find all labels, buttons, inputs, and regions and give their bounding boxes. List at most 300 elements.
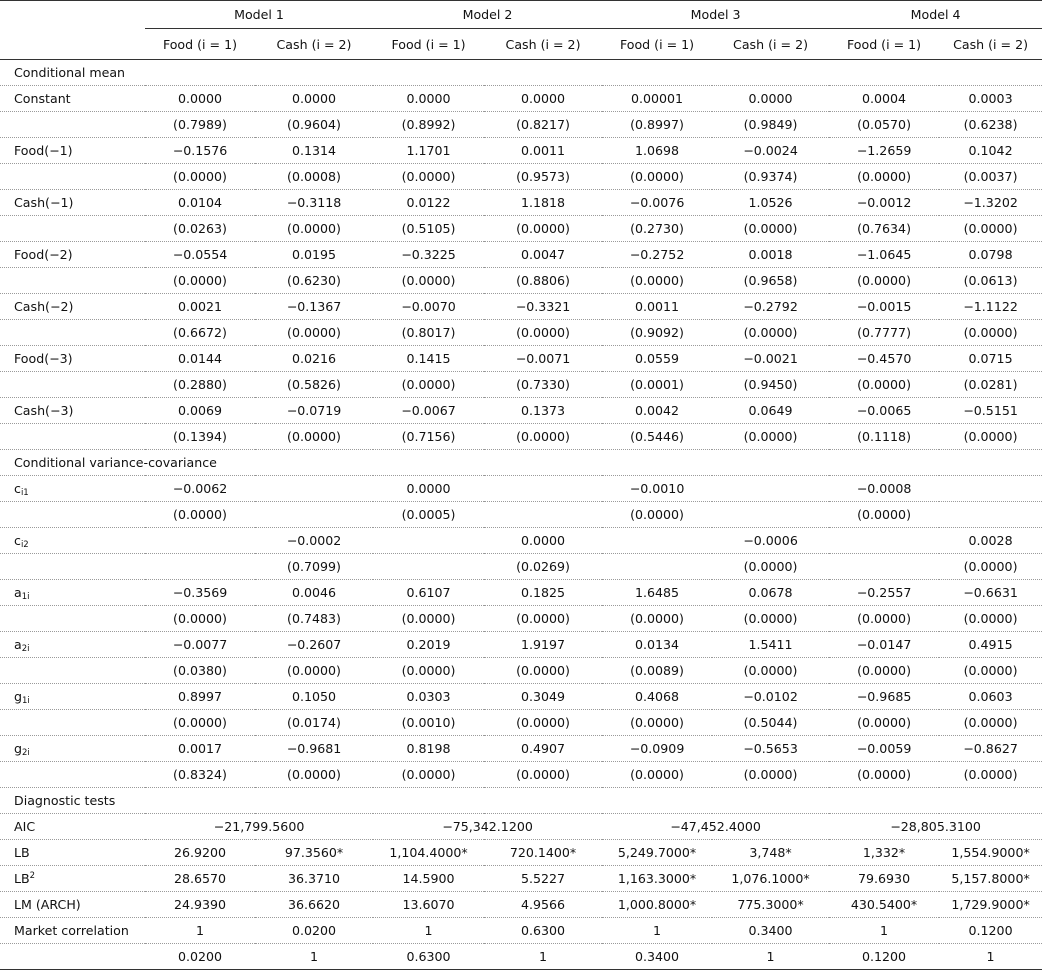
pvalue-cell: (0.0281) bbox=[939, 372, 1042, 398]
aic-value-cell: −47,452.4000 bbox=[602, 814, 829, 840]
correlation-cell: 0.0200 bbox=[255, 918, 373, 944]
empty-label-cell bbox=[0, 502, 145, 528]
diagnostic-value-cell: 14.5900 bbox=[373, 866, 484, 892]
coefficient-cell: 0.0603 bbox=[939, 684, 1042, 710]
pvalue-row bbox=[0, 216, 1042, 242]
pvalue-cell: (0.0000) bbox=[484, 658, 602, 684]
coefficient-cell: 1.5411 bbox=[712, 632, 829, 658]
coefficient-cell: 0.0715 bbox=[939, 346, 1042, 372]
pvalue-cell: (0.0000) bbox=[939, 216, 1042, 242]
diagnostic-value-cell: 1,554.9000* bbox=[939, 840, 1042, 866]
row-label: Food(−3) bbox=[0, 346, 145, 372]
pvalue-cell: (0.0000) bbox=[829, 606, 939, 632]
column-header: Cash (i = 2) bbox=[939, 29, 1042, 60]
row-label-text: c bbox=[14, 533, 21, 548]
pvalue-row bbox=[0, 710, 1042, 736]
pvalue-row bbox=[0, 112, 1042, 138]
pvalue-cell: (0.0000) bbox=[484, 606, 602, 632]
coefficient-cell: 0.0004 bbox=[829, 86, 939, 112]
aic-row bbox=[0, 814, 1042, 840]
pvalue-cell: (0.6672) bbox=[145, 320, 255, 346]
empty-label-cell bbox=[0, 554, 145, 580]
pvalue-cell: (0.0000) bbox=[145, 268, 255, 294]
pvalue-cell: (0.7777) bbox=[829, 320, 939, 346]
coefficient-cell: −0.1576 bbox=[145, 138, 255, 164]
row-label: Cash(−2) bbox=[0, 294, 145, 320]
coefficient-cell: 0.0011 bbox=[602, 294, 712, 320]
pvalue-cell: (0.0570) bbox=[829, 112, 939, 138]
pvalue-cell: (0.0000) bbox=[145, 164, 255, 190]
column-header: Food (i = 1) bbox=[373, 29, 484, 60]
pvalue-cell: (0.0000) bbox=[829, 710, 939, 736]
pvalue-cell: (0.7099) bbox=[255, 554, 373, 580]
coefficient-cell: −0.0554 bbox=[145, 242, 255, 268]
pvalue-cell: (0.0000) bbox=[602, 710, 712, 736]
diagnostic-value-cell: 720.1400* bbox=[484, 840, 602, 866]
pvalue-cell: (0.0000) bbox=[484, 424, 602, 450]
row-label-subscript: 1i bbox=[22, 696, 30, 706]
coefficient-cell: −0.6631 bbox=[939, 580, 1042, 606]
row-label-subscript: 2i bbox=[21, 644, 30, 654]
pvalue-cell: (0.0008) bbox=[255, 164, 373, 190]
pvalue-cell: (0.0000) bbox=[939, 606, 1042, 632]
correlation-cell: 1 bbox=[373, 918, 484, 944]
row-label: LM (ARCH) bbox=[0, 892, 145, 918]
model-header-row bbox=[0, 1, 1042, 29]
coefficient-cell: 0.0000 bbox=[373, 476, 484, 502]
empty-label-cell bbox=[0, 164, 145, 190]
pvalue-cell: (0.9573) bbox=[484, 164, 602, 190]
pvalue-cell: (0.9849) bbox=[712, 112, 829, 138]
pvalue-cell: (0.0089) bbox=[602, 658, 712, 684]
pvalue-cell bbox=[484, 502, 602, 528]
correlation-cell: 1 bbox=[829, 918, 939, 944]
pvalue-cell: (0.6238) bbox=[939, 112, 1042, 138]
coefficient-cell: 0.0069 bbox=[145, 398, 255, 424]
coefficient-cell: 0.0798 bbox=[939, 242, 1042, 268]
empty-label-cell bbox=[0, 372, 145, 398]
diagnostic-value-cell: 36.6620 bbox=[255, 892, 373, 918]
correlation-cell: 1 bbox=[602, 918, 712, 944]
aic-value-cell: −28,805.3100 bbox=[829, 814, 1042, 840]
pvalue-cell: (0.0269) bbox=[484, 554, 602, 580]
row-label bbox=[0, 866, 145, 892]
diagnostic-value-cell: 4.9566 bbox=[484, 892, 602, 918]
coefficient-cell: 0.0104 bbox=[145, 190, 255, 216]
aic-value-cell: −75,342.1200 bbox=[373, 814, 602, 840]
pvalue-cell: (0.5105) bbox=[373, 216, 484, 242]
pvalue-cell: (0.0000) bbox=[484, 320, 602, 346]
pvalue-cell: (0.0000) bbox=[939, 320, 1042, 346]
pvalue-cell: (0.0000) bbox=[939, 424, 1042, 450]
row-label: AIC bbox=[0, 814, 145, 840]
coefficient-cell: 0.0559 bbox=[602, 346, 712, 372]
coefficient-cell: −0.0024 bbox=[712, 138, 829, 164]
coefficient-row bbox=[0, 190, 1042, 216]
coefficient-cell: 0.0134 bbox=[602, 632, 712, 658]
coefficient-cell: 0.0649 bbox=[712, 398, 829, 424]
pvalue-cell: (0.8324) bbox=[145, 762, 255, 788]
column-header: Cash (i = 2) bbox=[712, 29, 829, 60]
model-header: Model 4 bbox=[829, 1, 1042, 29]
coefficient-cell bbox=[145, 528, 255, 554]
row-label: Food(−1) bbox=[0, 138, 145, 164]
correlation-cell: 1 bbox=[939, 944, 1042, 970]
coefficient-cell: −0.0021 bbox=[712, 346, 829, 372]
pvalue-cell: (0.6230) bbox=[255, 268, 373, 294]
diagnostic-value-cell: 5,249.7000* bbox=[602, 840, 712, 866]
correlation-cell: 1 bbox=[255, 944, 373, 970]
pvalue-cell: (0.0000) bbox=[712, 424, 829, 450]
corner-cell bbox=[0, 29, 145, 60]
pvalue-cell bbox=[602, 554, 712, 580]
coefficient-cell: 0.1050 bbox=[255, 684, 373, 710]
coefficient-cell: −0.0015 bbox=[829, 294, 939, 320]
coefficient-cell: 0.0678 bbox=[712, 580, 829, 606]
diagnostic-row bbox=[0, 866, 1042, 892]
coefficient-cell: 0.0018 bbox=[712, 242, 829, 268]
diagnostic-value-cell: 1,332* bbox=[829, 840, 939, 866]
coefficient-row bbox=[0, 684, 1042, 710]
diagnostic-value-cell: 24.9390 bbox=[145, 892, 255, 918]
coefficient-cell: 0.0122 bbox=[373, 190, 484, 216]
column-header: Cash (i = 2) bbox=[255, 29, 373, 60]
pvalue-cell: (0.9450) bbox=[712, 372, 829, 398]
pvalue-cell: (0.0000) bbox=[829, 502, 939, 528]
pvalue-cell bbox=[373, 554, 484, 580]
correlation-cell: 0.6300 bbox=[484, 918, 602, 944]
coefficient-cell: 0.4915 bbox=[939, 632, 1042, 658]
pvalue-cell: (0.0000) bbox=[829, 658, 939, 684]
coefficient-cell: 0.0047 bbox=[484, 242, 602, 268]
correlation-cell: 1 bbox=[145, 918, 255, 944]
section-row bbox=[0, 450, 1042, 476]
row-label bbox=[0, 528, 145, 554]
pvalue-cell: (0.2880) bbox=[145, 372, 255, 398]
diagnostic-value-cell: 775.3000* bbox=[712, 892, 829, 918]
coefficient-cell: 1.1818 bbox=[484, 190, 602, 216]
empty-label-cell bbox=[0, 320, 145, 346]
coefficient-cell: −0.0076 bbox=[602, 190, 712, 216]
pvalue-cell: (0.0000) bbox=[602, 164, 712, 190]
pvalue-row bbox=[0, 502, 1042, 528]
pvalue-cell: (0.0000) bbox=[255, 424, 373, 450]
pvalue-cell: (0.5044) bbox=[712, 710, 829, 736]
row-label-subscript: i2 bbox=[20, 540, 29, 550]
row-label-superscript: 2 bbox=[29, 871, 36, 881]
pvalue-cell: (0.2730) bbox=[602, 216, 712, 242]
empty-label-cell bbox=[0, 424, 145, 450]
pvalue-cell: (0.0000) bbox=[484, 762, 602, 788]
pvalue-cell: (0.7989) bbox=[145, 112, 255, 138]
coefficient-cell bbox=[373, 528, 484, 554]
pvalue-row bbox=[0, 554, 1042, 580]
coefficient-cell: 0.0000 bbox=[373, 86, 484, 112]
pvalue-cell: (0.0000) bbox=[602, 762, 712, 788]
empty-label-cell bbox=[0, 268, 145, 294]
correlation-cell: 0.3400 bbox=[712, 918, 829, 944]
pvalue-cell: (0.0000) bbox=[373, 658, 484, 684]
pvalue-cell: (0.0380) bbox=[145, 658, 255, 684]
diagnostic-value-cell: 26.9200 bbox=[145, 840, 255, 866]
pvalue-cell: (0.7156) bbox=[373, 424, 484, 450]
pvalue-cell: (0.0000) bbox=[373, 268, 484, 294]
pvalue-cell: (0.7634) bbox=[829, 216, 939, 242]
coefficient-cell: 0.8198 bbox=[373, 736, 484, 762]
pvalue-cell bbox=[145, 554, 255, 580]
pvalue-cell: (0.0000) bbox=[255, 658, 373, 684]
empty-label-cell bbox=[0, 606, 145, 632]
empty-label-cell bbox=[0, 944, 145, 970]
diagnostic-value-cell: 1,076.1000* bbox=[712, 866, 829, 892]
pvalue-cell: (0.8217) bbox=[484, 112, 602, 138]
coefficient-row bbox=[0, 398, 1042, 424]
section-label: Conditional mean bbox=[0, 60, 1042, 86]
coefficient-cell: −0.0065 bbox=[829, 398, 939, 424]
pvalue-cell: (0.0000) bbox=[939, 762, 1042, 788]
diagnostic-row bbox=[0, 840, 1042, 866]
coefficient-cell: 0.1042 bbox=[939, 138, 1042, 164]
pvalue-row bbox=[0, 606, 1042, 632]
coefficient-row bbox=[0, 528, 1042, 554]
pvalue-cell: (0.8017) bbox=[373, 320, 484, 346]
row-label bbox=[0, 476, 145, 502]
coefficient-cell: 0.00001 bbox=[602, 86, 712, 112]
coefficient-cell: 0.0000 bbox=[484, 528, 602, 554]
coefficient-cell: 0.6107 bbox=[373, 580, 484, 606]
coefficient-cell bbox=[602, 528, 712, 554]
model-header: Model 2 bbox=[373, 1, 602, 29]
coefficient-cell: −0.0102 bbox=[712, 684, 829, 710]
column-header: Food (i = 1) bbox=[602, 29, 712, 60]
row-label-subscript: i1 bbox=[20, 488, 29, 498]
coefficient-cell bbox=[939, 476, 1042, 502]
column-header: Food (i = 1) bbox=[145, 29, 255, 60]
column-header: Food (i = 1) bbox=[829, 29, 939, 60]
coefficient-cell: −0.0012 bbox=[829, 190, 939, 216]
pvalue-cell: (0.0000) bbox=[939, 554, 1042, 580]
row-label-text: g bbox=[14, 689, 22, 704]
coefficient-cell: −1.0645 bbox=[829, 242, 939, 268]
correlation-cell: 0.6300 bbox=[373, 944, 484, 970]
pvalue-cell: (0.0000) bbox=[255, 216, 373, 242]
row-label: LB bbox=[0, 840, 145, 866]
coefficient-cell: 1.9197 bbox=[484, 632, 602, 658]
coefficient-row bbox=[0, 86, 1042, 112]
coefficient-cell: 0.4068 bbox=[602, 684, 712, 710]
market-correlation-row bbox=[0, 918, 1042, 944]
diagnostic-value-cell: 1,104.4000* bbox=[373, 840, 484, 866]
pvalue-row bbox=[0, 424, 1042, 450]
coefficient-row bbox=[0, 294, 1042, 320]
pvalue-cell: (0.0001) bbox=[602, 372, 712, 398]
coefficient-cell: 0.3049 bbox=[484, 684, 602, 710]
empty-label-cell bbox=[0, 658, 145, 684]
pvalue-cell: (0.0000) bbox=[712, 554, 829, 580]
coefficient-cell: 0.0195 bbox=[255, 242, 373, 268]
pvalue-cell: (0.0000) bbox=[712, 216, 829, 242]
coefficient-cell: 0.0216 bbox=[255, 346, 373, 372]
pvalue-cell: (0.0000) bbox=[602, 268, 712, 294]
coefficient-cell: −0.3569 bbox=[145, 580, 255, 606]
coefficient-cell: −0.2792 bbox=[712, 294, 829, 320]
correlation-cell: 0.1200 bbox=[829, 944, 939, 970]
pvalue-cell bbox=[829, 554, 939, 580]
coefficient-cell: −0.3225 bbox=[373, 242, 484, 268]
pvalue-cell: (0.0000) bbox=[712, 658, 829, 684]
pvalue-row bbox=[0, 320, 1042, 346]
pvalue-cell: (0.0000) bbox=[145, 606, 255, 632]
pvalue-cell: (0.0000) bbox=[939, 658, 1042, 684]
coefficient-cell: −0.0010 bbox=[602, 476, 712, 502]
pvalue-cell: (0.0000) bbox=[484, 710, 602, 736]
diagnostic-value-cell: 97.3560* bbox=[255, 840, 373, 866]
row-label bbox=[0, 684, 145, 710]
pvalue-cell: (0.0000) bbox=[829, 268, 939, 294]
coefficient-cell: 0.0003 bbox=[939, 86, 1042, 112]
table-body bbox=[0, 60, 1042, 970]
pvalue-cell: (0.0000) bbox=[373, 762, 484, 788]
correlation-cell: 1 bbox=[484, 944, 602, 970]
coefficient-cell: 0.0000 bbox=[484, 86, 602, 112]
pvalue-cell: (0.0000) bbox=[255, 320, 373, 346]
section-row bbox=[0, 60, 1042, 86]
pvalue-cell: (0.9604) bbox=[255, 112, 373, 138]
diagnostic-value-cell: 13.6070 bbox=[373, 892, 484, 918]
row-label: Food(−2) bbox=[0, 242, 145, 268]
coefficient-cell: −0.9685 bbox=[829, 684, 939, 710]
diagnostic-value-cell: 5,157.8000* bbox=[939, 866, 1042, 892]
coefficient-cell bbox=[712, 476, 829, 502]
pvalue-row bbox=[0, 762, 1042, 788]
pvalue-cell: (0.0000) bbox=[145, 502, 255, 528]
coefficient-cell: −0.0071 bbox=[484, 346, 602, 372]
pvalue-cell: (0.0000) bbox=[829, 762, 939, 788]
pvalue-cell: (0.0000) bbox=[602, 606, 712, 632]
pvalue-cell: (0.0000) bbox=[939, 710, 1042, 736]
pvalue-row bbox=[0, 658, 1042, 684]
coefficient-row bbox=[0, 736, 1042, 762]
coefficient-cell: −0.0909 bbox=[602, 736, 712, 762]
pvalue-cell: (0.0000) bbox=[373, 606, 484, 632]
row-label: Market correlation bbox=[0, 918, 145, 944]
pvalue-cell: (0.8806) bbox=[484, 268, 602, 294]
pvalue-row bbox=[0, 164, 1042, 190]
pvalue-cell: (0.0000) bbox=[484, 216, 602, 242]
pvalue-cell: (0.9374) bbox=[712, 164, 829, 190]
pvalue-cell: (0.9658) bbox=[712, 268, 829, 294]
coefficient-cell: −0.0070 bbox=[373, 294, 484, 320]
coefficient-cell: 1.1701 bbox=[373, 138, 484, 164]
coefficient-cell: 0.0000 bbox=[712, 86, 829, 112]
row-label-text: a bbox=[14, 637, 22, 652]
correlation-cell: 0.0200 bbox=[145, 944, 255, 970]
coefficient-cell: 0.1373 bbox=[484, 398, 602, 424]
coefficient-cell: −1.3202 bbox=[939, 190, 1042, 216]
pvalue-cell bbox=[939, 502, 1042, 528]
section-label: Conditional variance-covariance bbox=[0, 450, 1042, 476]
pvalue-cell: (0.0037) bbox=[939, 164, 1042, 190]
diagnostic-value-cell: 1,000.8000* bbox=[602, 892, 712, 918]
pvalue-cell: (0.9092) bbox=[602, 320, 712, 346]
pvalue-cell: (0.5826) bbox=[255, 372, 373, 398]
coefficient-cell: −0.0006 bbox=[712, 528, 829, 554]
row-label: Cash(−1) bbox=[0, 190, 145, 216]
pvalue-cell: (0.0174) bbox=[255, 710, 373, 736]
diagnostic-value-cell: 430.5400* bbox=[829, 892, 939, 918]
coefficient-cell: 0.0021 bbox=[145, 294, 255, 320]
row-label-text: a bbox=[14, 585, 22, 600]
section-row bbox=[0, 788, 1042, 814]
pvalue-cell: (0.0263) bbox=[145, 216, 255, 242]
corner-cell bbox=[0, 1, 145, 29]
coefficient-cell: 0.0144 bbox=[145, 346, 255, 372]
diagnostic-value-cell: 28.6570 bbox=[145, 866, 255, 892]
model-header: Model 3 bbox=[602, 1, 829, 29]
coefficient-cell: −0.9681 bbox=[255, 736, 373, 762]
row-label bbox=[0, 632, 145, 658]
pvalue-cell: (0.0613) bbox=[939, 268, 1042, 294]
pvalue-cell: (0.5446) bbox=[602, 424, 712, 450]
coefficient-cell: 1.0698 bbox=[602, 138, 712, 164]
coefficient-row bbox=[0, 632, 1042, 658]
coefficient-cell: 0.1314 bbox=[255, 138, 373, 164]
pvalue-cell: (0.7483) bbox=[255, 606, 373, 632]
sub-header-row bbox=[0, 29, 1042, 60]
coefficient-cell: −0.0062 bbox=[145, 476, 255, 502]
coefficient-cell bbox=[255, 476, 373, 502]
diagnostic-value-cell: 79.6930 bbox=[829, 866, 939, 892]
coefficient-cell: 0.0000 bbox=[145, 86, 255, 112]
coefficient-cell: 0.0011 bbox=[484, 138, 602, 164]
coefficient-cell: −0.5653 bbox=[712, 736, 829, 762]
coefficient-cell: 0.0042 bbox=[602, 398, 712, 424]
coefficient-cell: −0.8627 bbox=[939, 736, 1042, 762]
coefficient-cell: −0.0008 bbox=[829, 476, 939, 502]
pvalue-cell: (0.0000) bbox=[712, 320, 829, 346]
empty-label-cell bbox=[0, 710, 145, 736]
model-header: Model 1 bbox=[145, 1, 373, 29]
coefficient-row bbox=[0, 476, 1042, 502]
coefficient-cell: 0.0046 bbox=[255, 580, 373, 606]
coefficient-row bbox=[0, 346, 1042, 372]
coefficient-cell: 0.1825 bbox=[484, 580, 602, 606]
coefficient-cell: −0.3118 bbox=[255, 190, 373, 216]
row-label bbox=[0, 580, 145, 606]
correlation-cell: 0.3400 bbox=[602, 944, 712, 970]
empty-label-cell bbox=[0, 762, 145, 788]
empty-label-cell bbox=[0, 112, 145, 138]
diagnostic-value-cell: 3,748* bbox=[712, 840, 829, 866]
coefficient-cell: 1.0526 bbox=[712, 190, 829, 216]
row-label-text: LB bbox=[14, 871, 30, 886]
pvalue-cell bbox=[255, 502, 373, 528]
pvalue-cell: (0.0000) bbox=[829, 164, 939, 190]
coefficient-cell bbox=[829, 528, 939, 554]
coefficient-cell: −0.1367 bbox=[255, 294, 373, 320]
coefficient-row bbox=[0, 138, 1042, 164]
coefficient-cell: 0.0303 bbox=[373, 684, 484, 710]
pvalue-cell: (0.0000) bbox=[255, 762, 373, 788]
correlation-cell: 1 bbox=[712, 944, 829, 970]
correlation-cell: 0.1200 bbox=[939, 918, 1042, 944]
row-label: Cash(−3) bbox=[0, 398, 145, 424]
diagnostic-value-cell: 36.3710 bbox=[255, 866, 373, 892]
coefficient-row bbox=[0, 580, 1042, 606]
empty-label-cell bbox=[0, 216, 145, 242]
pvalue-cell: (0.1118) bbox=[829, 424, 939, 450]
row-label-text: c bbox=[14, 481, 21, 496]
